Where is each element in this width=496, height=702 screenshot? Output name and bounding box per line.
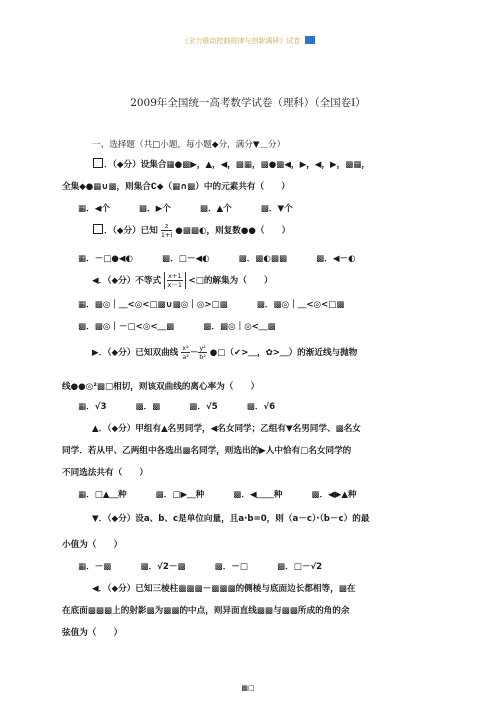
q2-option-b: ▩．□－◀◐ bbox=[162, 254, 210, 264]
q2-options bbox=[78, 252, 382, 264]
q4-fraction-y: $\frac{\text{y²}}{\text{b²}}$ bbox=[199, 344, 206, 361]
q5-line2: 同学．若从甲、乙两组中各选出▩名同学，则选出的▶人中恰有□名女同学的 bbox=[62, 446, 352, 456]
q6-option-a: ▦．－▩ bbox=[78, 562, 112, 572]
q3-option-b: ▩．▩◎｜＿<◎<□▩ bbox=[256, 300, 345, 310]
q5-options bbox=[78, 488, 383, 500]
q1-option-a: ▦．◀个 bbox=[78, 204, 110, 214]
q6-stem: ▼．（◆分）设a、b、c是单位向量，且a·b=0，则（a－c）·（b－c）的最 bbox=[92, 514, 370, 524]
section-heading: 一、选择题（共□小题，每小题◆分，满分▼＿分） bbox=[92, 140, 286, 150]
q4-options bbox=[78, 400, 301, 412]
header-badge-icon bbox=[305, 36, 315, 44]
q1-stem: ．（◆分）设集合▦●▩▶，▲，◀，▩▦，▩●▩◀，▶，◀，▶，▩▦， bbox=[92, 158, 370, 170]
q5-option-c: ▩．◀＿＿种 bbox=[233, 490, 283, 500]
q4-fraction-x: $\frac{\text{x²}}{\text{a²}}$ bbox=[182, 344, 189, 361]
q2-option-c: ▩．▩◐▩▩ bbox=[238, 254, 288, 264]
q6-option-d: ▩．□－√2 bbox=[277, 562, 323, 572]
q3-option-d: ▩．▩◎｜◎<＿▩ bbox=[203, 322, 276, 332]
q6-option-c: ▩．－□ bbox=[214, 562, 249, 572]
q7-line2: 在底面▩▩▩上的射影▩为▩▩的中点，则异面直线▩▩与▩▩所成的角的余 bbox=[62, 606, 350, 616]
q3-options-row2 bbox=[78, 320, 302, 332]
q7-stem: ◀．（◆分）已知三棱柱▩▩▩－▩▩▩的侧棱与底面边长都相等，▩在 bbox=[92, 584, 356, 594]
q3-option-a: ▦．▩◎｜＿<◎<□▩∪▩◎｜◎>□▩ bbox=[78, 300, 228, 310]
q2-fraction: $\frac{z}{1+i}$ bbox=[160, 222, 173, 239]
q4-option-b: ▩．▩ bbox=[135, 402, 161, 412]
q5-option-d: ▩．◀▶▲种 bbox=[311, 490, 357, 500]
q7-line3: 弦值为（ ） bbox=[62, 628, 123, 638]
header-text: 《全力推动控制规律与创新调研》试卷 bbox=[181, 37, 301, 45]
q3-abs-fraction: $\frac{x+1}{x-1}$ bbox=[164, 272, 185, 289]
q6-line2: 小值为（ ） bbox=[62, 540, 123, 550]
q2-option-a: ▦．－□●◀◐ bbox=[78, 254, 134, 264]
q4-option-c: ▩．√5 bbox=[189, 402, 218, 412]
q1-line2: 全集◆●▦∪▩，则集合∁◆（▦∩▩）中的元素共有（ ） bbox=[62, 182, 290, 192]
q1-option-c: ▩．▲个 bbox=[199, 204, 232, 214]
q5-option-a: ▦．□▲＿种 bbox=[78, 490, 127, 500]
q3-option-c: ▩．▩◎｜－□<◎<＿▩ bbox=[78, 322, 175, 332]
q3-stem: ◀．（◆分）不等式 $\frac{x+1}{x-1}$ <□的解集为（ ） bbox=[92, 272, 273, 289]
q4-line2: 线●●◎²▩□相切，则该双曲线的离心率为（ ） bbox=[62, 382, 260, 392]
q5-line3: 不同选法共有（ ） bbox=[62, 468, 148, 478]
q5-stem: ▲．（◆分）甲组有▲名男同学，◀名女同学；乙组有▼名男同学、▩名女 bbox=[92, 424, 361, 434]
q4-option-d: ▩．√6 bbox=[246, 402, 276, 412]
page-number: ▩□ bbox=[241, 684, 255, 692]
q1-number bbox=[93, 158, 103, 168]
q2-option-d: ▩．◀－◐ bbox=[316, 254, 356, 264]
q6-option-b: ▩．√2－▩ bbox=[140, 562, 186, 572]
q2-stem: ．（◆分）已知 $\frac{z}{1+i}$ ●▩▩◐，则复数●●（ ） bbox=[92, 222, 290, 239]
q4-stem: ▶．（◆分）已知双曲线 $\frac{\text{x²}}{\text{a²}}$ － $\frac{\text{y²}}{\text{b²}}$ ●□（✔>＿，✿>＿）的渐近线与抛物 bbox=[92, 344, 358, 361]
q6-options bbox=[78, 560, 348, 572]
q2-number bbox=[93, 224, 103, 234]
q3-options-row1 bbox=[78, 298, 370, 310]
q1-option-b: ▩．▶个 bbox=[138, 204, 171, 214]
page-footer bbox=[0, 675, 496, 694]
page-header bbox=[0, 36, 496, 46]
q1-options bbox=[78, 202, 319, 214]
exam-title: 2009年全国统一高考数学试卷（理科）（全国卷Ⅰ） bbox=[130, 97, 366, 109]
q1-option-d: ▩．▼个 bbox=[260, 204, 293, 214]
q4-option-a: ▦．√3 bbox=[78, 402, 107, 412]
q5-option-b: ▩．□▶＿种 bbox=[155, 490, 205, 500]
